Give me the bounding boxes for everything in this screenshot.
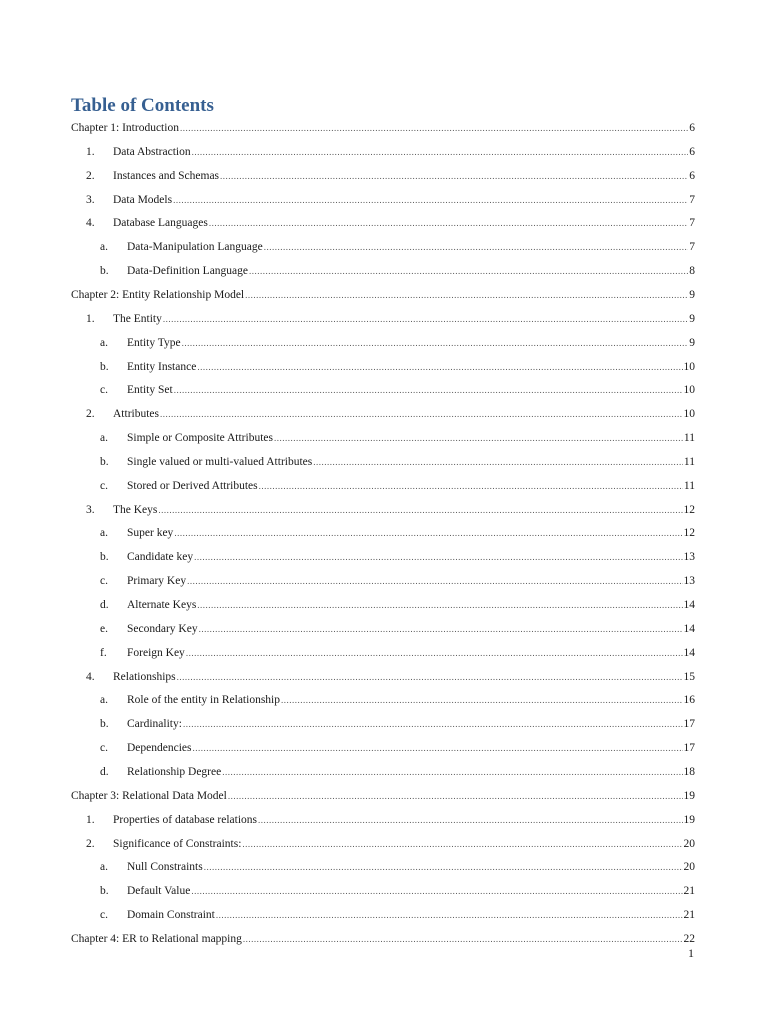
toc-entry[interactable] (100, 335, 695, 352)
dot-leader (259, 478, 683, 495)
entry-page-number: 11 (683, 479, 695, 492)
entry-number: b. (100, 551, 109, 564)
dot-leader (183, 716, 683, 733)
toc-entry[interactable] (71, 931, 695, 948)
dot-leader (216, 907, 683, 924)
toc-entry[interactable] (86, 406, 695, 423)
entry-title: Chapter 4: ER to Relational mapping (71, 932, 242, 945)
entry-title: Default Value (127, 885, 191, 898)
entry-page-number: 11 (683, 432, 695, 445)
entry-title: Alternate Keys (127, 599, 197, 611)
entry-number: 2. (86, 837, 95, 850)
entry-title: Instances and Schemas (113, 169, 220, 182)
entry-title: Null Constraints (127, 861, 203, 874)
dot-leader (204, 859, 683, 876)
toc-entry[interactable] (100, 382, 695, 399)
toc-entry[interactable] (100, 478, 695, 495)
entry-number: 1. (86, 813, 95, 826)
entry-number: 2. (86, 169, 95, 182)
toc-entry[interactable] (100, 740, 695, 757)
entry-page-number: 12 (683, 503, 695, 516)
entry-page-number: 14 (683, 622, 695, 635)
entry-title: Single valued or multi-valued Attributes (127, 455, 313, 468)
entry-number: c. (100, 909, 108, 922)
entry-title: Relationships (113, 670, 176, 683)
toc-entry[interactable] (100, 645, 695, 662)
entry-page-number: 9 (689, 336, 695, 349)
entry-page-number: 17 (683, 718, 695, 731)
entry-title: Data-Manipulation Language (127, 241, 263, 254)
toc-entry[interactable] (71, 120, 695, 137)
dot-leader (220, 168, 688, 185)
dot-leader (245, 287, 688, 304)
toc-entry[interactable] (86, 669, 695, 686)
entry-title: Entity Set (127, 384, 173, 397)
toc-entry[interactable] (86, 144, 695, 161)
entry-number: 1. (86, 312, 95, 325)
toc-entry[interactable] (100, 692, 695, 709)
toc-title: Table of Contents (71, 95, 214, 116)
entry-page-number: 6 (689, 169, 695, 182)
entry-page-number: 15 (683, 670, 695, 683)
dot-leader (222, 764, 682, 781)
entry-title: Stored or Derived Attributes (127, 479, 258, 492)
dot-leader (242, 836, 682, 853)
entry-number: a. (100, 432, 108, 445)
entry-number: b. (100, 360, 109, 373)
entry-number: a. (100, 694, 108, 707)
entry-page-number: 13 (683, 575, 695, 588)
entry-title: Data-Definition Language (127, 265, 249, 278)
entry-title: Database Languages (113, 217, 208, 230)
entry-title: Chapter 3: Relational Data Model (71, 789, 227, 802)
dot-leader (182, 335, 689, 352)
entry-page-number: 10 (683, 408, 695, 421)
entry-title: Data Abstraction (113, 145, 191, 158)
dot-leader (209, 215, 688, 232)
entry-page-number: 19 (683, 813, 695, 826)
entry-title: Significance of Constraints: (113, 837, 242, 850)
entry-title: Dependencies (127, 742, 192, 755)
entry-page-number: 20 (683, 837, 695, 850)
entry-page-number: 6 (689, 122, 695, 134)
entry-number: e. (100, 622, 108, 635)
dot-leader (281, 692, 683, 709)
entry-number: 4. (86, 670, 95, 683)
dot-leader (186, 645, 683, 662)
entry-page-number: 21 (683, 909, 695, 922)
entry-number: 2. (86, 408, 95, 421)
toc-entry[interactable] (86, 311, 695, 328)
entry-title: Super key (127, 527, 174, 540)
dot-leader (274, 430, 683, 447)
entry-page-number: 7 (689, 241, 695, 254)
entry-page-number: 12 (683, 527, 695, 540)
toc-entry[interactable] (100, 359, 695, 376)
entry-page-number: 9 (689, 312, 695, 325)
toc-entry[interactable] (100, 621, 695, 638)
dot-leader (163, 311, 688, 328)
entry-title: Simple or Composite Attributes (127, 432, 273, 445)
entry-number: a. (100, 861, 108, 874)
toc-entry[interactable] (86, 836, 695, 853)
entry-number: c. (100, 575, 108, 588)
entry-page-number: 11 (683, 455, 695, 468)
dot-leader (197, 597, 682, 614)
entry-title: Data Models (113, 193, 173, 206)
entry-number: f. (100, 646, 107, 659)
entry-number: b. (100, 455, 109, 468)
toc-entry[interactable] (86, 215, 695, 232)
entry-page-number: 8 (689, 265, 695, 278)
entry-page-number: 21 (683, 885, 695, 898)
entry-number: c. (100, 384, 108, 397)
entry-number: b. (100, 265, 109, 278)
toc-entry[interactable] (100, 573, 695, 590)
entry-page-number: 10 (683, 360, 695, 373)
toc-entry[interactable] (86, 812, 695, 829)
dot-leader (249, 263, 688, 280)
entry-title: Chapter 1: Introduction (71, 122, 179, 134)
entry-page-number: 20 (683, 861, 695, 874)
entry-number: 3. (86, 193, 95, 206)
toc-entry[interactable] (100, 883, 695, 900)
toc-entry[interactable] (100, 716, 695, 733)
entry-title: Primary Key (127, 575, 187, 588)
toc-entry[interactable] (100, 430, 695, 447)
dot-leader (187, 573, 682, 590)
toc-entry[interactable] (100, 239, 695, 256)
dot-leader (192, 144, 689, 161)
toc-entry[interactable] (71, 287, 695, 304)
entry-title: Candidate key (127, 551, 194, 564)
entry-number: b. (100, 885, 109, 898)
entry-title: Entity Type (127, 336, 181, 349)
dot-leader (264, 239, 689, 256)
entry-page-number: 7 (689, 193, 695, 206)
dot-leader (160, 406, 683, 423)
toc-entry[interactable] (100, 764, 695, 781)
entry-title: Domain Constraint (127, 909, 215, 922)
dot-leader (243, 931, 683, 948)
entry-number: c. (100, 742, 108, 755)
dot-leader (258, 812, 682, 829)
entry-title: The Keys (113, 503, 158, 516)
entry-title: Chapter 2: Entity Relationship Model (71, 288, 245, 301)
entry-number: a. (100, 527, 108, 540)
dot-leader (173, 192, 688, 209)
toc-entry[interactable] (100, 549, 695, 566)
dot-leader (313, 454, 683, 471)
dot-leader (191, 883, 682, 900)
dot-leader (180, 120, 688, 137)
dot-leader (197, 359, 682, 376)
entry-title: Entity Instance (127, 360, 197, 373)
toc-entry[interactable] (100, 597, 695, 614)
dot-leader (199, 621, 683, 638)
entry-number: d. (100, 599, 109, 611)
entry-title: Properties of database relations (113, 813, 258, 826)
toc-entry[interactable] (86, 502, 695, 519)
entry-page-number: 6 (689, 145, 695, 158)
entry-number: c. (100, 479, 108, 492)
entry-page-number: 19 (683, 789, 695, 802)
dot-leader (174, 382, 683, 399)
entry-page-number: 22 (683, 932, 695, 945)
page-number: 1 (688, 946, 694, 960)
entry-page-number: 18 (683, 765, 695, 778)
entry-page-number: 9 (689, 288, 695, 301)
entry-page-number: 14 (683, 599, 695, 611)
entry-title: Cardinality: (127, 718, 182, 731)
dot-leader (194, 549, 682, 566)
toc-entry[interactable] (71, 788, 695, 805)
dot-leader (158, 502, 682, 519)
entry-title: Relationship Degree (127, 765, 222, 778)
toc-entry[interactable] (86, 168, 695, 185)
dot-leader (228, 788, 683, 805)
dot-leader (193, 740, 683, 757)
entry-page-number: 14 (683, 646, 695, 659)
entry-number: 1. (86, 145, 95, 158)
entry-page-number: 13 (683, 551, 695, 564)
entry-title: Secondary Key (127, 622, 198, 635)
dot-leader (177, 669, 683, 686)
entry-page-number: 10 (683, 384, 695, 397)
toc-entry[interactable] (100, 859, 695, 876)
entry-number: 3. (86, 503, 95, 516)
entry-page-number: 17 (683, 742, 695, 755)
toc-entry[interactable] (100, 263, 695, 280)
toc-entry[interactable] (86, 192, 695, 209)
toc-entry[interactable] (100, 454, 695, 471)
entry-number: d. (100, 765, 109, 778)
entry-number: a. (100, 241, 108, 254)
toc-entry[interactable] (100, 525, 695, 542)
entry-title: Role of the entity in Relationship (127, 694, 280, 707)
entry-number: a. (100, 336, 108, 349)
entry-page-number: 16 (683, 694, 695, 707)
entry-title: Foreign Key (127, 646, 185, 659)
entry-title: Attributes (113, 408, 159, 421)
entry-number: b. (100, 718, 109, 731)
entry-page-number: 7 (689, 217, 695, 230)
entry-number: 4. (86, 217, 95, 230)
entry-title: The Entity (113, 312, 162, 325)
dot-leader (174, 525, 682, 542)
toc-entry[interactable] (100, 907, 695, 924)
